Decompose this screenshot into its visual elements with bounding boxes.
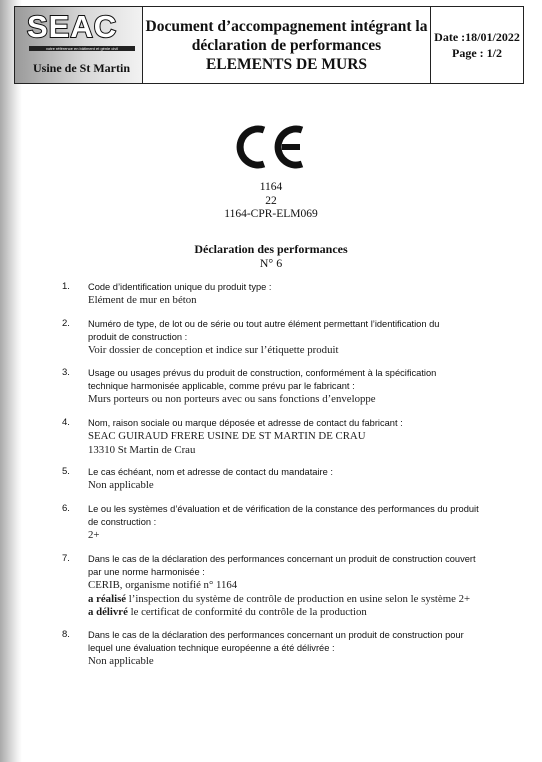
item-question-line: lequel une évaluation technique européenne a été délivrée : [88, 643, 335, 653]
declaration-number: N° 6 [259, 255, 283, 270]
ce-year: 22 [265, 194, 277, 207]
scan-shadow [0, 0, 22, 762]
item-answer: Non applicable [88, 655, 154, 667]
certificate-number: 1164-CPR-ELM069 [224, 208, 318, 220]
item-answer: Voir dossier de conception et indice sur l’étiquette produit [88, 344, 339, 356]
title-line-2: déclaration de performances [191, 36, 382, 54]
declaration-heading [0, 243, 542, 270]
notified-body-number: 1164 [259, 181, 283, 193]
item-number: 8. [62, 629, 70, 640]
item-question-line: par une norme harmonisée : [88, 567, 205, 577]
item-question-line: produit de construction : [88, 332, 188, 342]
title-line-3: ELEMENTS DE MURS [205, 55, 368, 73]
item-answer: 2+ [88, 529, 100, 541]
document-header [14, 6, 524, 84]
item-answer: Elément de mur en béton [88, 294, 197, 306]
item-question: Le cas échéant, nom et adresse de contact du mandataire : [88, 467, 333, 477]
item-question-line: Le ou les systèmes d’évaluation et de vérification de la constance des performances du produit [88, 504, 479, 514]
item-question-line: Numéro de type, de lot ou de série ou tout autre élément permettant l’identification du [88, 319, 440, 329]
item-answer-text: le certificat de conformité du contrôle de la production [127, 606, 367, 618]
ce-marking-codes [0, 181, 542, 222]
item-question: Code d’identification unique du produit type : [88, 282, 272, 292]
item-question-line: technique harmonisée applicable, comme prévu par le fabricant : [88, 381, 355, 391]
item-number: 6. [62, 503, 70, 514]
item-number: 2. [62, 318, 70, 329]
item-answer: Non applicable [88, 479, 154, 491]
company-logo: SEAC [27, 9, 118, 44]
item-question: Nom, raison sociale ou marque déposée et adresse de contact du fabricant : [88, 418, 403, 428]
item-answer-emphasis: a réalisé [88, 592, 127, 605]
document-title [143, 7, 431, 83]
company-logo-box [15, 7, 143, 83]
item-number: 4. [62, 417, 70, 428]
factory-site: Usine de St Martin [33, 61, 130, 75]
title-line-1: Document d’accompagnement intégrant la [145, 17, 428, 35]
logo-tagline: votre référence en bâtiment et génie civil [29, 46, 135, 51]
item-answer-line [88, 593, 498, 607]
item-answer-line: CERIB, organisme notifié n° 1164 [88, 579, 238, 591]
item-answer-emphasis: a délivré [88, 606, 128, 618]
item-answer-line: 13310 St Martin de Crau [88, 443, 196, 456]
item-answer-line: SEAC GUIRAUD FRERE USINE DE ST MARTIN DE CRAU [88, 430, 366, 442]
item-number: 3. [62, 367, 70, 378]
item-question-line: de construction : [88, 517, 157, 527]
date-page-box [431, 7, 523, 83]
ce-mark-icon [234, 122, 310, 172]
item-answer: Murs porteurs ou non porteurs avec ou sans fonctions d’enveloppe [88, 393, 376, 405]
item-number: 1. [62, 281, 70, 292]
declaration-title: Déclaration des performances [194, 242, 348, 256]
page-number: Page : 1/2 [452, 46, 502, 60]
item-question-line: Dans le cas de la déclaration des performances concernant un produit de construction pour [88, 630, 464, 640]
item-number: 5. [62, 466, 70, 477]
item-number: 7. [62, 553, 70, 564]
item-answer-text: l’inspection du système de contrôle de production en usine selon le système 2+ [126, 592, 471, 605]
item-answer-line [88, 606, 498, 620]
item-question-line: Dans le cas de la déclaration des performances concernant un produit de construction couvert [88, 554, 476, 564]
item-question-line: Usage ou usages prévus du produit de construction, conformément à la spécification [88, 368, 437, 378]
document-date: Date :18/01/2022 [434, 30, 520, 44]
